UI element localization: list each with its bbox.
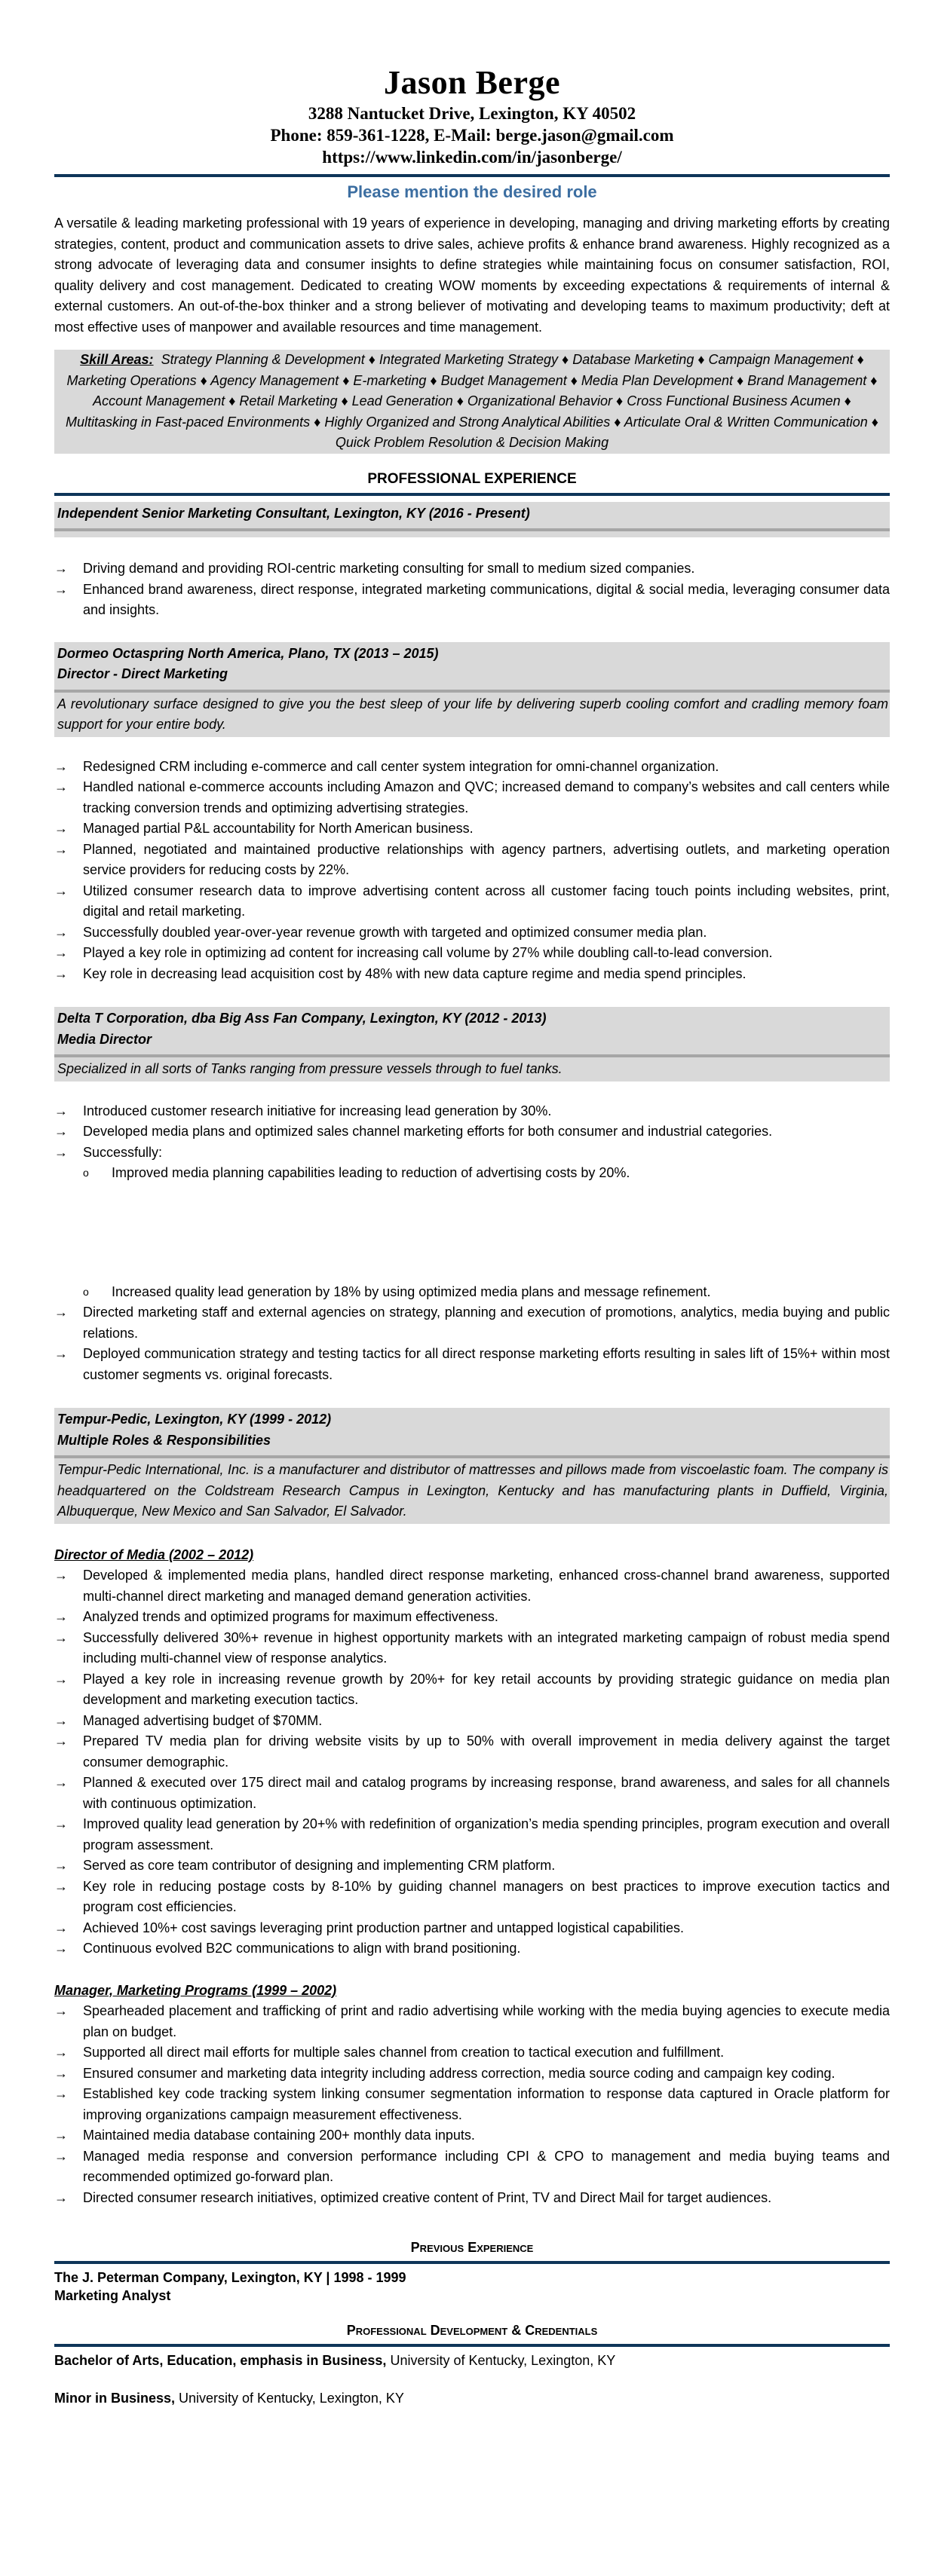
bullet-text: Ensured consumer and marketing data integrity including address correction, media source coding and campaign key coding. bbox=[83, 2065, 835, 2081]
bullet-text: Developed media plans and optimized sales channel marketing efforts for both consumer and industrial categories. bbox=[83, 1124, 773, 1139]
sub-list-item: o Increased quality lead generation by 18% by using optimized media plans and message refinement. bbox=[54, 1282, 890, 1303]
bullet-text: Key role in reducing postage costs by 8-10% by guiding channel managers on best practices to improve execution tactics and program cost efficiencies. bbox=[83, 1878, 890, 1914]
arrow-icon: → bbox=[54, 2148, 68, 2164]
arrow-icon: → bbox=[54, 924, 68, 940]
role-bullets bbox=[54, 1565, 890, 1960]
company-description: A revolutionary surface designed to give you the best sleep of your life by delivering superb cooling comfort and cradling memory foam support for your entire body. bbox=[54, 693, 890, 737]
arrow-icon: → bbox=[54, 841, 68, 857]
arrow-icon: → bbox=[54, 965, 68, 981]
job-company: Independent Senior Marketing Consultant, Lexington, KY (2016 - Present) bbox=[57, 505, 530, 521]
arrow-icon: → bbox=[54, 1144, 68, 1160]
section-divider bbox=[54, 2261, 890, 2264]
arrow-icon: → bbox=[54, 883, 68, 898]
list-item bbox=[54, 2125, 890, 2146]
job-entry bbox=[54, 1408, 890, 2208]
address: 3288 Nantucket Drive, Lexington, KY 40502 bbox=[308, 104, 636, 123]
company-description: Tempur-Pedic International, Inc. is a manufacturer and distributor of mattresses and pillows made from viscoelastic foam. The company is headquartered on the Coldstream Research Campus in Lexington, Kentucky and has manufacturing plants in Duffield, Virginia, Albuquerque, New Mexico and San Salvador, El Salvador. bbox=[54, 1458, 890, 1524]
list-item bbox=[54, 1143, 890, 1164]
bullet-text: Utilized consumer research data to improve advertising content across all customer facing touch points including websites, print, digital and retail marketing. bbox=[83, 883, 890, 919]
arrow-icon: → bbox=[54, 2003, 68, 2018]
list-item bbox=[54, 1814, 890, 1856]
bullet-text: Analyzed trends and optimized programs for maximum effectiveness. bbox=[83, 1609, 498, 1624]
list-item bbox=[54, 922, 890, 944]
arrow-icon: → bbox=[54, 758, 68, 774]
bullet-text: Deployed communication strategy and testing tactics for all direct response marketing efforts resulting in sales lift of 15%+ within most customer segments vs. original forecasts. bbox=[83, 1346, 890, 1382]
previous-company: The J. Peterman Company, Lexington, KY | 1998 - 1999 bbox=[54, 2270, 406, 2285]
list-item: → Driving demand and providing ROI-centric marketing consulting for small to medium sized companies. bbox=[54, 558, 890, 580]
bullet-text: Supported all direct mail efforts for multiple sales channel from creation to tactical execution and fulfillment. bbox=[83, 2045, 725, 2060]
header-divider bbox=[54, 174, 890, 177]
bullet-text: Planned & executed over 175 direct mail and catalog programs by increasing response, brand awareness, and sales for all channels with continuous optimization. bbox=[83, 1775, 890, 1811]
sub-list-item: o Improved media planning capabilities leading to reduction of advertising costs by 20%. bbox=[54, 1163, 890, 1184]
arrow-icon: → bbox=[54, 1816, 68, 1831]
school: University of Kentucky, Lexington, KY bbox=[175, 2391, 404, 2406]
job-company: Tempur-Pedic, Lexington, KY (1999 - 2012) bbox=[57, 1412, 332, 1427]
bullet-text: Managed media response and conversion performance including CPI & CPO to management and media buying teams and recommended optimized go-forward plan. bbox=[83, 2148, 890, 2184]
arrow-icon: → bbox=[54, 1346, 68, 1361]
list-item bbox=[54, 1669, 890, 1711]
list-item bbox=[54, 1938, 890, 1960]
section-title-previous: Previous Experience bbox=[410, 2240, 534, 2255]
list-item: → Enhanced brand awareness, direct response, integrated marketing communications, digital & social media, leveraging consumer data and insights. bbox=[54, 580, 890, 621]
arrow-icon: → bbox=[54, 581, 68, 597]
arrow-icon: → bbox=[54, 1568, 68, 1583]
list-item bbox=[54, 2042, 890, 2064]
linkedin-url: https://www.linkedin.com/in/jasonberge/ bbox=[322, 148, 622, 167]
circle-bullet-icon: o bbox=[83, 1167, 89, 1179]
list-item bbox=[54, 840, 890, 881]
bullet-text: Managed partial P&L accountability for North American business. bbox=[83, 821, 474, 836]
job-header bbox=[54, 1007, 890, 1057]
arrow-icon: → bbox=[54, 1941, 68, 1956]
circle-bullet-icon: o bbox=[83, 1285, 89, 1298]
arrow-icon: → bbox=[54, 2045, 68, 2060]
arrow-icon: → bbox=[54, 1712, 68, 1728]
bullet-text: Redesigned CRM including e-commerce and call center system integration for omni-channel organization. bbox=[83, 758, 719, 774]
job-company: Delta T Corporation, dba Big Ass Fan Company, Lexington, KY (2012 - 2013) bbox=[57, 1011, 547, 1026]
bullet-text: Developed & implemented media plans, handled direct response marketing, enhanced cross-channel brand awareness, supported multi-channel direct marketing and managed demand generation activities. bbox=[83, 1568, 890, 1604]
skill-areas bbox=[54, 350, 890, 454]
list-item bbox=[54, 2084, 890, 2125]
previous-role: Marketing Analyst bbox=[54, 2288, 171, 2303]
role-title: Manager, Marketing Programs (1999 – 2002) bbox=[54, 1982, 337, 1998]
arrow-icon: → bbox=[54, 2189, 68, 2205]
list-item bbox=[54, 1773, 890, 1814]
sub-bullets bbox=[54, 1163, 890, 1302]
bullet-text: Handled national e-commerce accounts including Amazon and QVC; increased demand to company’s websites and call centers while tracking conversion trends and optimizing advertising strategies. bbox=[83, 779, 890, 815]
arrow-icon: → bbox=[54, 1124, 68, 1139]
role-title: Director of Media (2002 – 2012) bbox=[54, 1547, 254, 1562]
candidate-name: Jason Berge bbox=[383, 64, 561, 101]
bullet-text: Played a key role in optimizing ad content for increasing call volume by 27% while doubling call-to-lead conversion. bbox=[83, 945, 773, 960]
degree: Minor in Business, bbox=[54, 2391, 176, 2406]
arrow-icon: → bbox=[54, 1671, 68, 1687]
bullet-text: Managed advertising budget of $70MM. bbox=[83, 1712, 323, 1728]
bullet-text: Spearheaded placement and trafficking of print and radio advertising while working with the media buying agencies to execute media plan on budget. bbox=[83, 2003, 890, 2039]
job-bullets bbox=[54, 1302, 890, 1385]
arrow-icon: → bbox=[54, 1878, 68, 1894]
job-bullets bbox=[54, 558, 890, 621]
job-role: Media Director bbox=[57, 1031, 152, 1047]
education-item bbox=[54, 2351, 890, 2369]
skill-areas-list: Strategy Planning & Development ♦ Integrated Marketing Strategy ♦ Database Marketing ♦ Campaign Management ♦ Marketing Operations ♦ Agency Management ♦ E-marketing ♦ Budget Management ♦ Media Plan Development ♦ Brand Management ♦ Account Management ♦ Retail Marketing ♦ Lead Generation ♦ Organizational Behavior ♦ Cross Functional Business Acumen ♦ Multitasking in Fast-paced Environments ♦ Highly Organized and Strong Analytical Abilities ♦ Articulate Oral & Written Communication ♦ Quick Problem Resolution & Decision Making bbox=[66, 352, 878, 450]
job-header bbox=[54, 642, 890, 693]
list-item bbox=[54, 757, 890, 778]
list-item bbox=[54, 1711, 890, 1732]
company-description: Specialized in all sorts of Tanks ranging from pressure vessels through to fuel tanks. bbox=[54, 1057, 890, 1081]
section-title-experience: PROFESSIONAL EXPERIENCE bbox=[367, 470, 577, 487]
professional-summary: A versatile & leading marketing professional with 19 years of experience in developing, managing and driving marketing efforts by creating strategies, content, product and communication assets to drive sales, achieve profits & enhance brand awareness. Highly recognized as a strong advocate of leveraging data and consumer insights to define strategies while maintaining focus on consumer satisfaction, ROI, quality delivery and cost management. Dedicated to creating WOW moments by exceeding expectations & requirements of internal & external customers. An out-of-the-box thinker and a strong believer of motivating and developing teams to maximum productivity; deft at most effective uses of manpower and available resources and time management. bbox=[54, 216, 890, 335]
list-item bbox=[54, 1344, 890, 1385]
job-header-rule bbox=[54, 528, 890, 531]
list-item bbox=[54, 1565, 890, 1607]
list-item bbox=[54, 777, 890, 818]
arrow-icon: → bbox=[54, 1775, 68, 1790]
list-item bbox=[54, 1302, 890, 1344]
list-item bbox=[54, 2146, 890, 2188]
job-header bbox=[54, 1408, 890, 1458]
job-entry bbox=[54, 1007, 890, 1385]
role-bullets bbox=[54, 2001, 890, 2208]
job-role: Multiple Roles & Responsibilities bbox=[57, 1432, 271, 1448]
bullet-text: Introduced customer research initiative for increasing lead generation by 30%. bbox=[83, 1103, 552, 1118]
bullet-text: Maintained media database containing 200+ monthly data inputs. bbox=[83, 2128, 475, 2143]
bullet-text: Key role in decreasing lead acquisition cost by 48% with new data capture regime and media spend principles. bbox=[83, 965, 746, 981]
arrow-icon: → bbox=[54, 821, 68, 836]
list-item bbox=[54, 1856, 890, 1877]
arrow-icon: → bbox=[54, 1629, 68, 1645]
arrow-icon: → bbox=[54, 1733, 68, 1748]
job-role: Director - Direct Marketing bbox=[57, 666, 228, 681]
degree: Bachelor of Arts, Education, emphasis in Business, bbox=[54, 2353, 387, 2368]
arrow-icon: → bbox=[54, 1609, 68, 1624]
bullet-text: Prepared TV media plan for driving website visits by up to 50% with overall improvement in media delivery against the target consumer demographic. bbox=[83, 1733, 890, 1770]
bullet-text: Improved quality lead generation by 20+% with redefinition of organization’s media spending principles, program execution and overall program assessment. bbox=[83, 1816, 890, 1852]
bullet-text: Established key code tracking system linking consumer segmentation information to response data captured in Oracle platform for improving organizations campaign measurement effectiveness. bbox=[83, 2086, 890, 2122]
bullet-text: Continuous evolved B2C communications to align with brand positioning. bbox=[83, 1941, 521, 1956]
list-item bbox=[54, 881, 890, 922]
list-item bbox=[54, 1101, 890, 1122]
skill-areas-label: Skill Areas: bbox=[80, 352, 154, 367]
section-divider bbox=[54, 2344, 890, 2347]
arrow-icon: → bbox=[54, 779, 68, 794]
list-item bbox=[54, 1731, 890, 1773]
list-item bbox=[54, 2001, 890, 2042]
resume-page bbox=[54, 0, 890, 2407]
job-bullets bbox=[54, 757, 890, 985]
job-company: Dormeo Octaspring North America, Plano, TX (2013 – 2015) bbox=[57, 645, 439, 661]
resume-header bbox=[54, 63, 890, 168]
list-item bbox=[54, 1877, 890, 1918]
arrow-icon: → bbox=[54, 1858, 68, 1873]
arrow-icon: → bbox=[54, 2086, 68, 2101]
job-header bbox=[54, 502, 890, 538]
bullet-text: Planned, negotiated and maintained productive relationships with agency partners, advertising outlets, and marketing operation service providers for reducing costs by 22%. bbox=[83, 841, 890, 877]
section-divider bbox=[54, 493, 890, 496]
arrow-icon: → bbox=[54, 561, 68, 576]
bullet-text: Achieved 10%+ cost savings leveraging print production partner and untapped logistical capabilities. bbox=[83, 1920, 684, 1935]
job-entry bbox=[54, 502, 890, 621]
list-item bbox=[54, 943, 890, 964]
arrow-icon: → bbox=[54, 2065, 68, 2081]
bullet-text: Successfully delivered 30%+ revenue in highest opportunity markets with an integrated marketing campaign of robust media spend including multi-channel view of response analytics. bbox=[83, 1629, 890, 1666]
arrow-icon: → bbox=[54, 1920, 68, 1935]
bullet-text: Directed marketing staff and external agencies on strategy, planning and execution of promotions, analytics, media buying and public relations. bbox=[83, 1305, 890, 1341]
list-item bbox=[54, 2188, 890, 2209]
bullet-text: Successfully: bbox=[83, 1144, 163, 1160]
list-item bbox=[54, 1628, 890, 1669]
job-bullets bbox=[54, 1101, 890, 1164]
list-item bbox=[54, 818, 890, 840]
section-title-education: Professional Development & Credentials bbox=[346, 2323, 598, 2338]
education-item bbox=[54, 2389, 890, 2407]
school: University of Kentucky, Lexington, KY bbox=[386, 2353, 616, 2368]
list-item bbox=[54, 2064, 890, 2085]
arrow-icon: → bbox=[54, 1103, 68, 1118]
list-item bbox=[54, 964, 890, 985]
bullet-text: Successfully doubled year-over-year revenue growth with targeted and optimized consumer media plan. bbox=[83, 924, 707, 940]
list-item bbox=[54, 1121, 890, 1143]
arrow-icon: → bbox=[54, 945, 68, 960]
desired-role: Please mention the desired role bbox=[347, 182, 597, 201]
list-item bbox=[54, 1918, 890, 1939]
arrow-icon: → bbox=[54, 1305, 68, 1320]
bullet-text: Served as core team contributor of designing and implementing CRM platform. bbox=[83, 1858, 556, 1873]
contact-line: Phone: 859-361-1228, E-Mail: berge.jason@gmail.com bbox=[270, 126, 674, 145]
arrow-icon: → bbox=[54, 2128, 68, 2143]
bullet-text: Directed consumer research initiatives, optimized creative content of Print, TV and Direct Mail for target audiences. bbox=[83, 2189, 772, 2205]
bullet-text: Played a key role in increasing revenue growth by 20%+ for key retail accounts by providing strategic guidance on media plan development and marketing execution tactics. bbox=[83, 1671, 890, 1707]
list-item bbox=[54, 1607, 890, 1628]
job-entry bbox=[54, 642, 890, 985]
